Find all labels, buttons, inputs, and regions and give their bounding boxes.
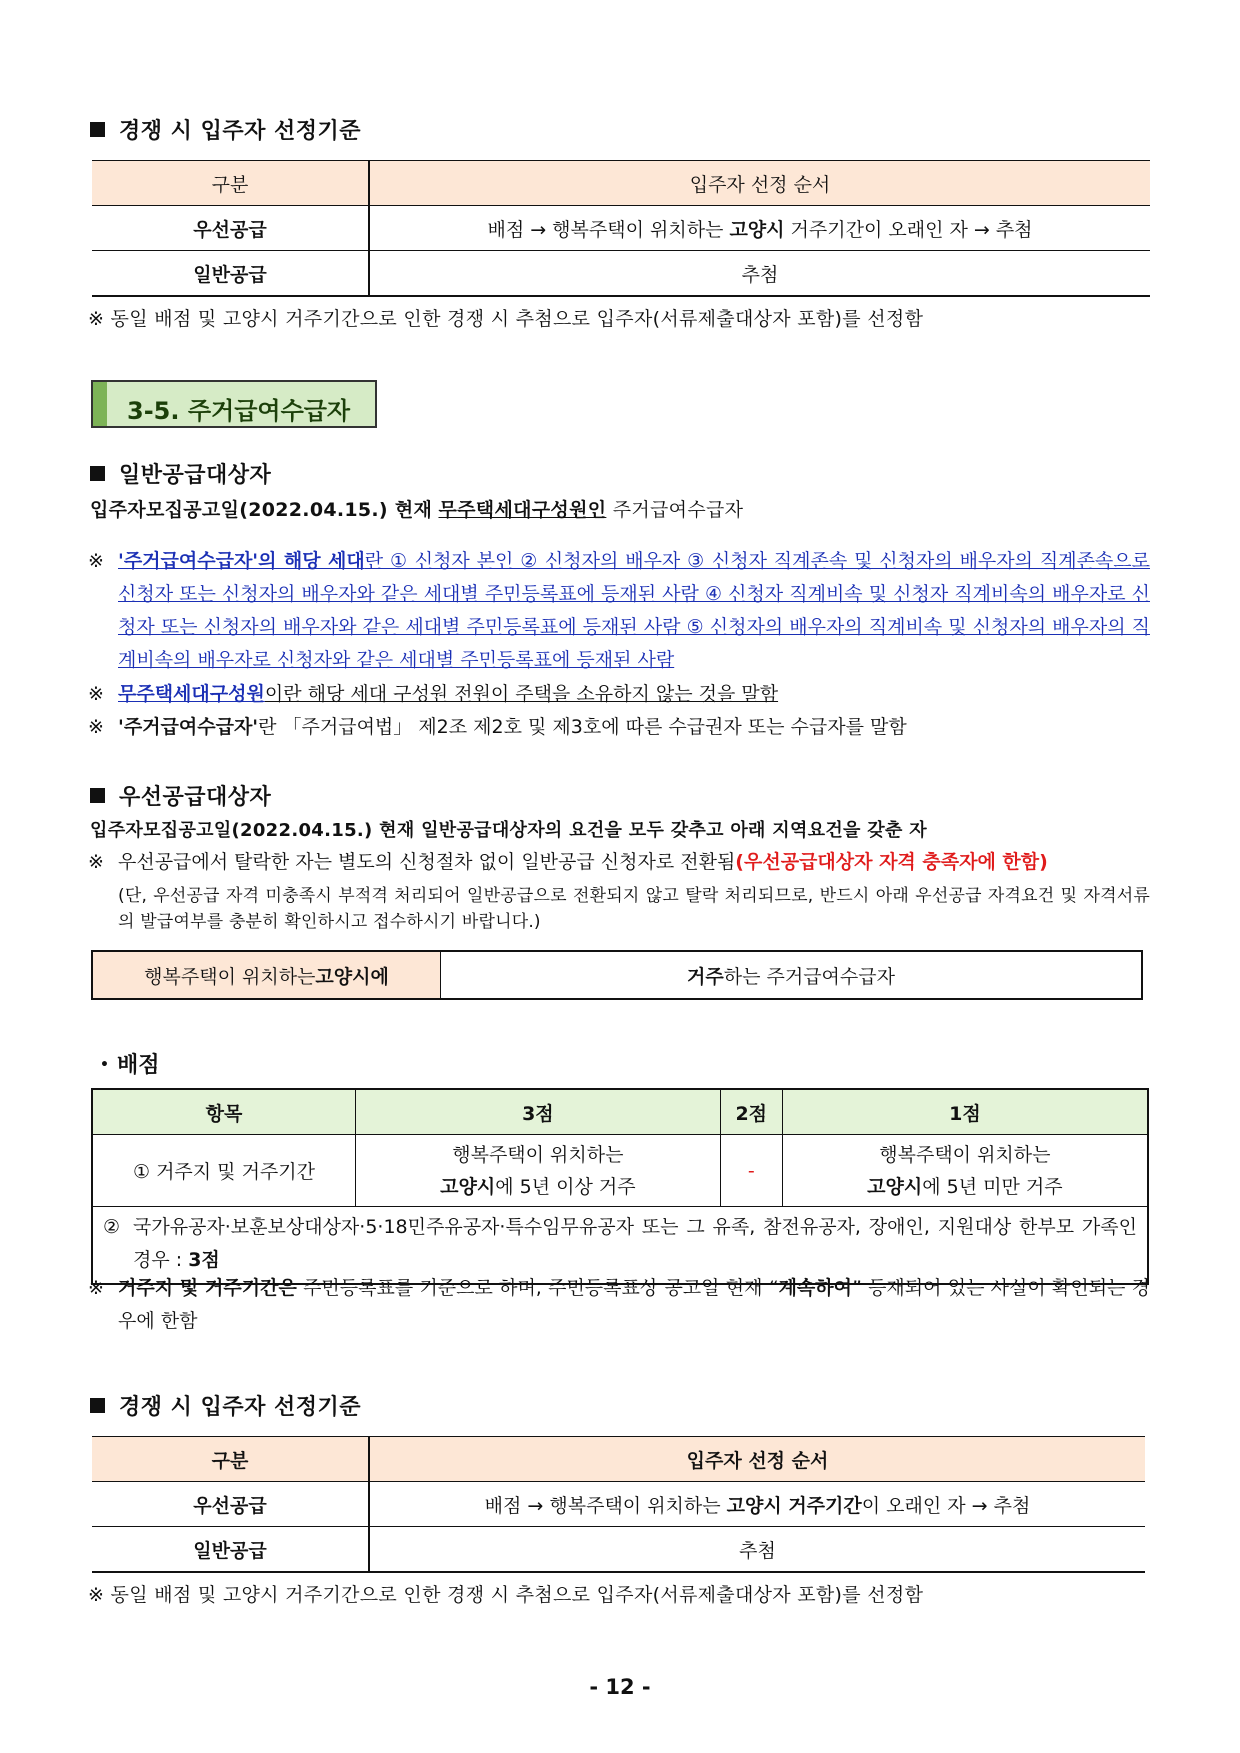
- score-3pt-cell: 행복주택이 위치하는 고양시에 5년 이상 거주: [356, 1135, 721, 1207]
- row-label: 일반공급: [92, 251, 369, 297]
- row-value: 추첨: [741, 263, 779, 286]
- regional-requirement-right: 거주 하는 주거급여수급자: [687, 965, 895, 988]
- regional-requirement-left: 행복주택이 위치하는 고양시에: [93, 952, 441, 998]
- header-order: 입주자 선정 순서: [369, 161, 1150, 206]
- note-tie-break-1: ※ 동일 배점 및 고양시 거주기간으로 인한 경쟁 시 추첨으로 입주자(서류제출대상자 포함)를 선정함: [88, 308, 924, 330]
- header-item: 항목: [92, 1089, 356, 1135]
- bullet-icon: •: [100, 1057, 109, 1073]
- heading-general-supply: 일반공급대상자: [90, 458, 271, 489]
- table-row: [92, 1482, 1145, 1527]
- header-3pt: 3점: [356, 1089, 721, 1135]
- score-2pt-cell: -: [720, 1135, 782, 1207]
- note-recipient-definition: ※ '주거급여수급자'란 「주거급여법」 제2조 제2호 및 제3호에 따른 수급권자 또는 수급자를 말함: [88, 716, 907, 738]
- score-1pt-cell: 행복주택이 위치하는 고양시에 5년 미만 거주: [782, 1135, 1148, 1207]
- score-table: [91, 1088, 1149, 1285]
- square-bullet-icon: [90, 1398, 105, 1413]
- note-priority-conversion: ※ 우선공급에서 탈락한 자는 별도의 신청절차 없이 일반공급 신청자로 전환됨(우선공급대상자 자격 충족자에 한함): [88, 851, 1048, 873]
- header-order: 입주자 선정 순서: [369, 1437, 1145, 1482]
- note-household-definition: ※ '주거급여수급자'의 해당 세대란 ① 신청자 본인 ② 신청자의 배우자 ③ 신청자 직계존속 및 신청자의 배우자의 직계존속으로 신청자 또는 신청자의 배우자와 같은 세대별 주민등록표에 등재된 사람 ④ 신청자 직계비속 및 신청자 직계비속의 배우자로 신청자 또는 신청자의 배우자와 같은 세대별 주민등록표에 등재된 사람 ⑤ 신청자의 배우자의 직계비속 및 신청자의 배우자의 직계비속의 배우자로 신청자와 같은 세대별 주민등록표에 등재된 사람: [88, 550, 1150, 671]
- table-row: [92, 1527, 1145, 1573]
- table-header-row: [92, 1437, 1145, 1482]
- row-value: 추첨: [739, 1539, 776, 1562]
- score-row-residence: [92, 1135, 1148, 1207]
- score-heading: • 배점: [100, 1053, 160, 1078]
- heading-competition-2: 경쟁 시 입주자 선정기준: [90, 1390, 361, 1421]
- heading-competition-1: 경쟁 시 입주자 선정기준: [90, 114, 361, 145]
- score-header-row: [92, 1089, 1148, 1135]
- priority-eligibility-line: 입주자모집공고일(2022.04.15.) 현재 일반공급대상자의 요건을 모두 갖추고 아래 지역요건을 갖춘 자: [90, 820, 927, 841]
- section-title-box: [91, 380, 377, 428]
- score-item-residence: ① 거주지 및 거주기간: [92, 1135, 356, 1207]
- note-residence-basis: ※ 거주지 및 거주기간은 주민등록표를 기준으로 하며, 주민등록표상 공고일 현재 “계속하여” 등재되어 있는 사실이 확인되는 경우에 한함: [88, 1277, 1150, 1332]
- row-label: 우선공급: [92, 206, 369, 251]
- regional-requirement-box: [91, 950, 1143, 1000]
- section-title: 3-5. 주거급여수급자: [127, 397, 351, 425]
- note-homeless-member: ※ 무주택세대구성원이란 해당 세대 구성원 전원이 주택을 소유하지 않는 것을 말함: [88, 683, 779, 705]
- table-header-row: [92, 161, 1150, 206]
- header-category: 구분: [92, 161, 369, 206]
- selection-table-1: [92, 160, 1150, 297]
- priority-disclaimer: (단, 우선공급 자격 미충족시 부적격 처리되어 일반공급으로 전환되지 않고 탈락 처리되므로, 반드시 아래 우선공급 자격요건 및 자격서류의 발급여부를 충분히 확인하시고 접수하시기 바랍니다.): [118, 886, 1150, 932]
- header-2pt: 2점: [720, 1089, 782, 1135]
- score-merit-cell: ② 국가유공자·보훈보상대상자·5·18민주유공자·특수임무유공자 또는 그 유족, 참전유공자, 장애인, 지원대상 한부모 가족인 경우 : 3점: [92, 1207, 1148, 1285]
- table-row: [92, 251, 1150, 297]
- table-row: [92, 206, 1150, 251]
- square-bullet-icon: [90, 466, 105, 481]
- section-accent-bar: [93, 382, 107, 426]
- note-tie-break-2: ※ 동일 배점 및 고양시 거주기간으로 인한 경쟁 시 추첨으로 입주자(서류제출대상자 포함)를 선정함: [88, 1584, 924, 1606]
- header-category: 구분: [92, 1437, 369, 1482]
- general-eligibility-line: 입주자모집공고일(2022.04.15.) 현재 무주택세대구성원인 주거급여수급자: [90, 499, 744, 521]
- header-1pt: 1점: [782, 1089, 1148, 1135]
- row-label: 일반공급: [92, 1527, 369, 1573]
- row-label: 우선공급: [92, 1482, 369, 1527]
- square-bullet-icon: [90, 788, 105, 803]
- square-bullet-icon: [90, 122, 105, 137]
- page-number: - 12 -: [589, 1675, 651, 1699]
- row-value: 배점 → 행복주택이 위치하는 고양시 거주기간이 오래인 자 → 추첨: [369, 206, 1150, 251]
- row-value: 배점 → 행복주택이 위치하는 고양시 거주기간이 오래인 자 → 추첨: [369, 1482, 1145, 1527]
- selection-table-2: [92, 1436, 1145, 1573]
- heading-priority-supply: 우선공급대상자: [90, 780, 271, 811]
